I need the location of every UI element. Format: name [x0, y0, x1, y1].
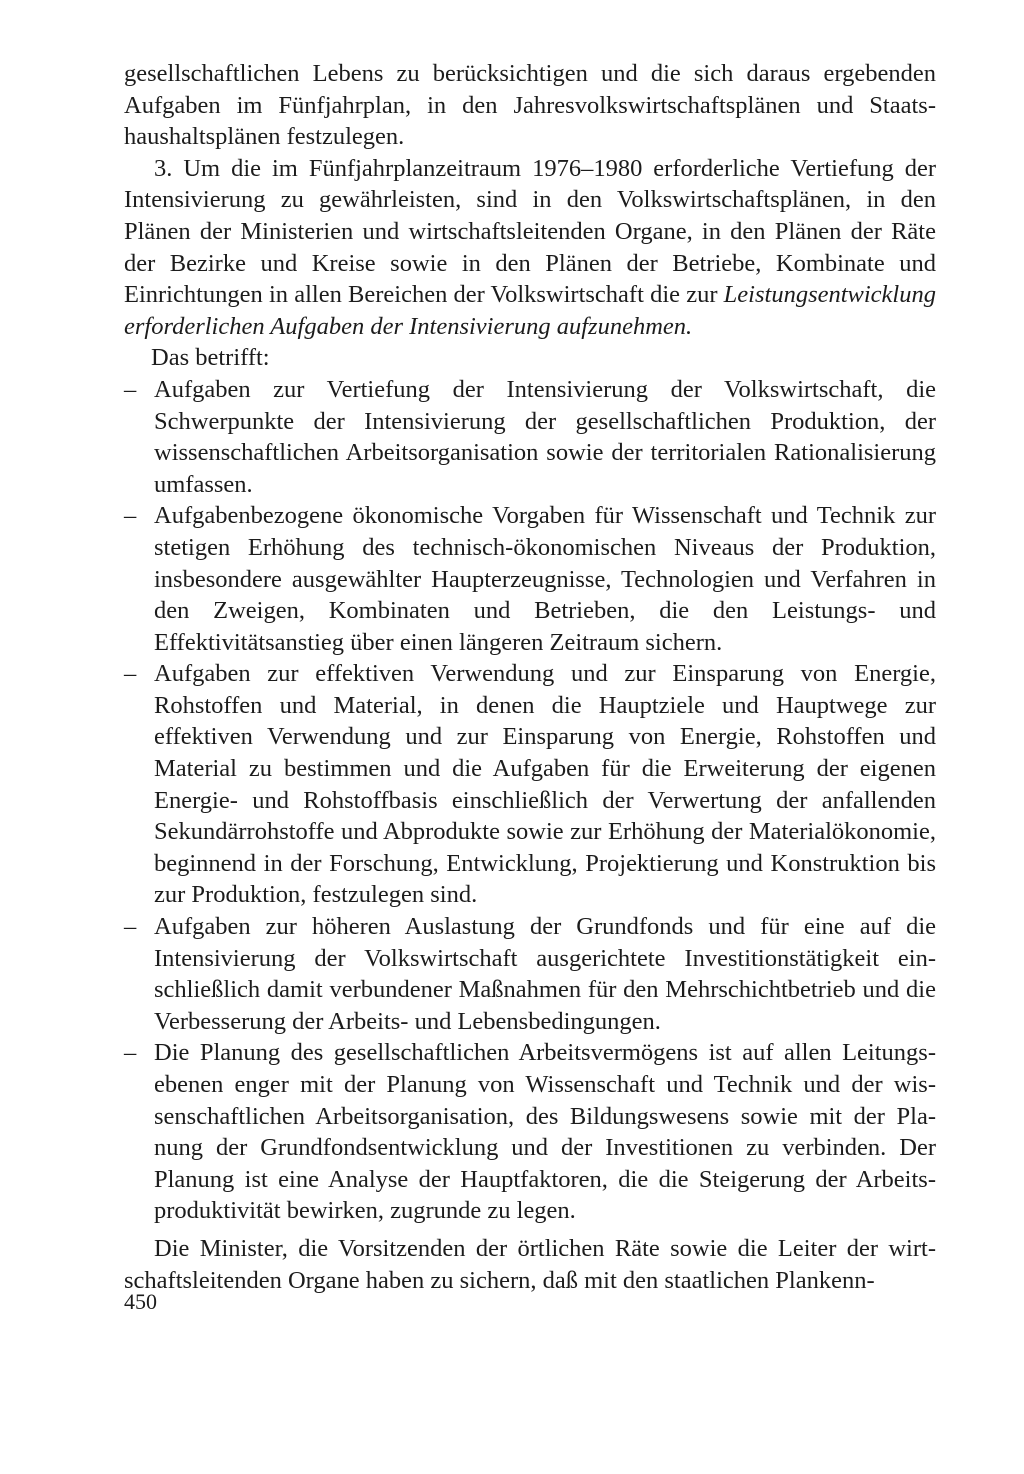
section-number: 3. [154, 154, 173, 182]
list-item: – Aufgaben zur effektiven Verwendung und zur Einsparung von Energie, Rohstoffen und Material, in denen die Hauptziele und Hauptwege zur effektiven Verwendung und zur Einsparung von Energie, Rohstoffen und Material zu bestimmen und die Aufgaben für die Erweiterung der eigenen Energie- und Rohstoffbasis einschließlich der Verwertung der anfallenden Sekundärrohstoffe und Abprodukte sowie zur Erhöhung der Materialökonomie, beginnend in der Forschung, Entwicklung, Projektierung und Konstruktion bis zur Produktion, festzulegen sind. [124, 658, 936, 911]
body-text [124, 58, 936, 1296]
closing-paragraph: Die Minister, die Vorsitzenden der örtlichen Räte sowie die Leiter der wirtschaftsleitenden Organe haben zu sichern, daß mit den staatlichen Plankenn- [124, 1234, 936, 1294]
list-intro: Das betrifft: [151, 344, 270, 372]
section-3-paragraph [124, 153, 936, 343]
list-item: – Aufgaben zur Vertiefung der Intensivierung der Volkswirtschaft, die Schwerpunkte der Intensivierung der gesellschaftlichen Produktion, der wissenschaftlichen Arbeitsorganisation sowie der territorialen Rationalisierung umfassen. [124, 374, 936, 500]
list-item: – Die Planung des gesellschaftlichen Arbeitsvermögens ist auf allen Leitungsebenen enger mit der Planung von Wissenschaft und Technik und der wissenschaftlichen Arbeitsorganisation, des Bildungswesens sowie mit der Planung der Grundfondsentwicklung und der Investitionen zu verbinden. Der Planung ist eine Analyse der Hauptfaktoren, die die Steigerung der Arbeitsproduktivität bewirken, zugrunde zu legen. [124, 1037, 936, 1227]
section-3-text: Um die im Fünfjahrplanzeitraum 1976–1980 erforderliche Vertiefung der Intensivierung zu gewährleisten, sind in den Volkswirtschaftsplänen, in den Plänen der Ministerien und wirtschaftsleitenden Organe, in den Plänen der Räte der Bezirke und Kreise sowie in den Plänen der Betriebe, Kombinate und Einrichtungen in allen Bereichen der Volkswirtschaft die zur [124, 154, 937, 309]
page-number: 450 [124, 1289, 157, 1314]
task-list [124, 374, 936, 1227]
lead-paragraph: gesellschaftlichen Lebens zu berücksichtigen und die sich daraus ergebenden Aufgaben im Fünfjahrplan, in den Jahresvolkswirtschaftsplänen und Staatshaushaltsplänen festzulegen. [124, 60, 936, 151]
section-3-emphasis: Leistungsentwicklung erforderlichen Aufgaben der Intensivierung aufzunehmen. [124, 281, 936, 340]
list-item: – Aufgaben zur höheren Auslastung der Grundfonds und für eine auf die Intensivierung der Volkswirtschaft ausgerichtete Investitionstätigkeit einschließlich damit verbundener Maßnahmen für den Mehrschichtbetrieb und die Verbesserung der Arbeits- und Lebensbedingungen. [124, 911, 936, 1037]
list-item: – Aufgabenbezogene ökonomische Vorgaben für Wissenschaft und Technik zur stetigen Erhöhung des technisch-ökonomischen Niveaus der Produktion, insbesondere ausgewählter Haupterzeugnisse, Technologien und Verfahren in den Zweigen, Kombinaten und Betrieben, die den Leistungs- und Effektivitätsanstieg über einen längeren Zeitraum sichern. [124, 500, 936, 658]
